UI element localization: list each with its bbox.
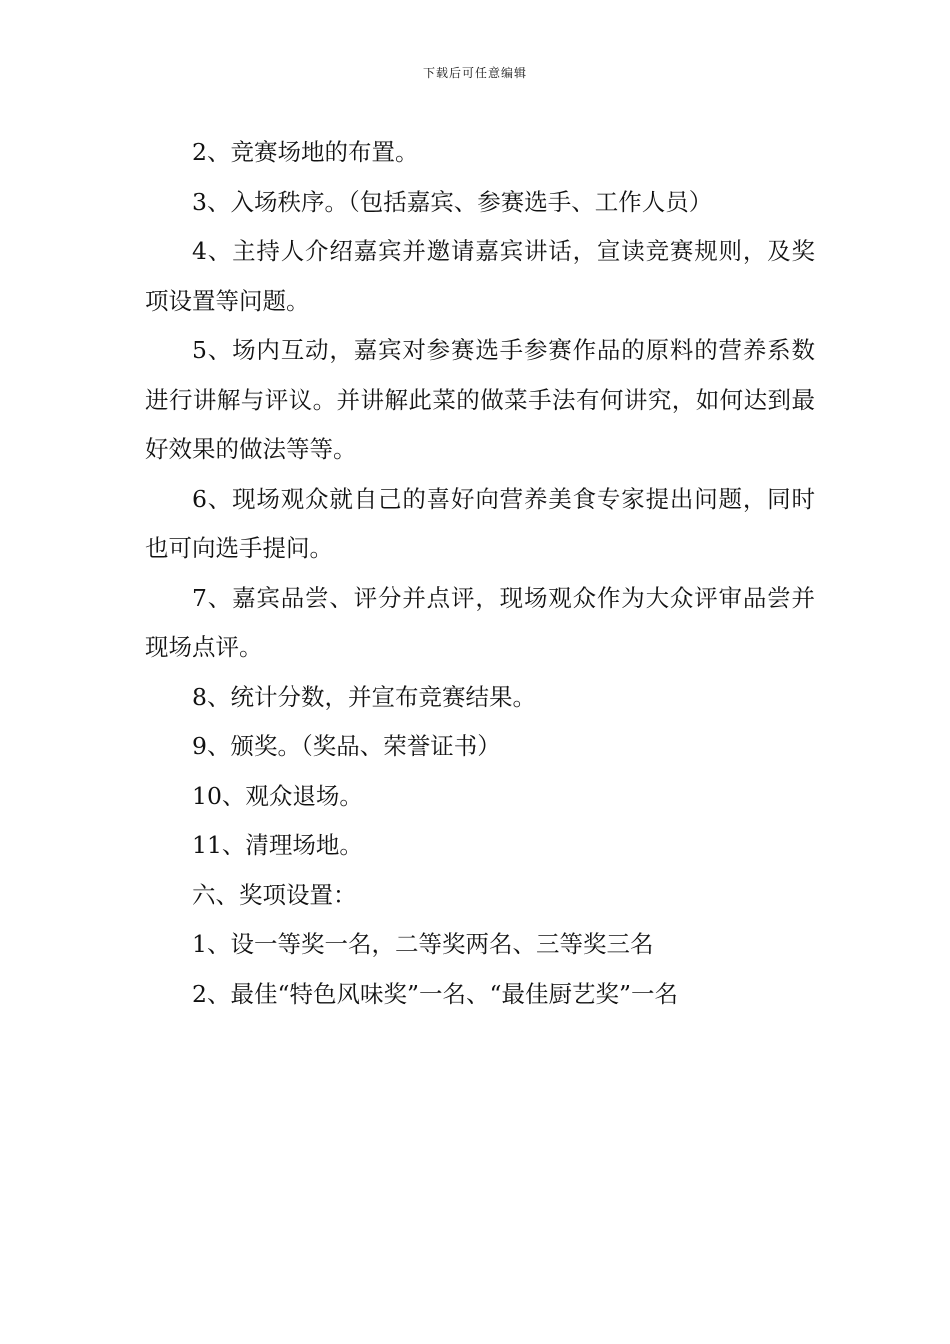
paragraph-award-2: 2、最佳“特色风味奖”一名、“最佳厨艺奖”一名 xyxy=(192,979,679,1008)
paragraph-step-6: 6、现场观众就自己的喜好向营养美食专家提出问题，同时也可向选手提问。 xyxy=(145,484,815,562)
paragraph-step-10: 10、观众退场。 xyxy=(192,781,363,810)
paragraph-step-5: 5、场内互动，嘉宾对参赛选手参赛作品的原料的营养系数进行讲解与评议。并讲解此菜的做菜手法有何讲究，如何达到最好效果的做法等等。 xyxy=(145,336,815,463)
paragraph-step-3: 3、入场秩序。（包括嘉宾、参赛选手、工作人员） xyxy=(192,187,713,216)
paragraph-step-4: 4、主持人介绍嘉宾并邀请嘉宾讲话，宣读竞赛规则，及奖项设置等问题。 xyxy=(145,237,815,315)
paragraph-step-9: 9、颁奖。（奖品、荣誉证书） xyxy=(192,732,501,760)
paragraph-step-8: 8、统计分数，并宣布竞赛结果。 xyxy=(192,682,536,711)
paragraph-step-2: 2、竞赛场地的布置。 xyxy=(192,138,419,166)
document-body xyxy=(145,128,815,1019)
paragraph-step-11: 11、清理场地。 xyxy=(192,831,363,859)
paragraph-award-1: 1、设一等奖一名，二等奖两名、三等奖三名 xyxy=(192,930,654,958)
page-header: 下载后可任意编辑 xyxy=(422,66,527,80)
paragraph-step-7: 7、嘉宾品尝、评分并点评，现场观众作为大众评审品尝并现场点评。 xyxy=(145,583,815,661)
section-heading-awards: 六、奖项设置： xyxy=(192,880,357,909)
